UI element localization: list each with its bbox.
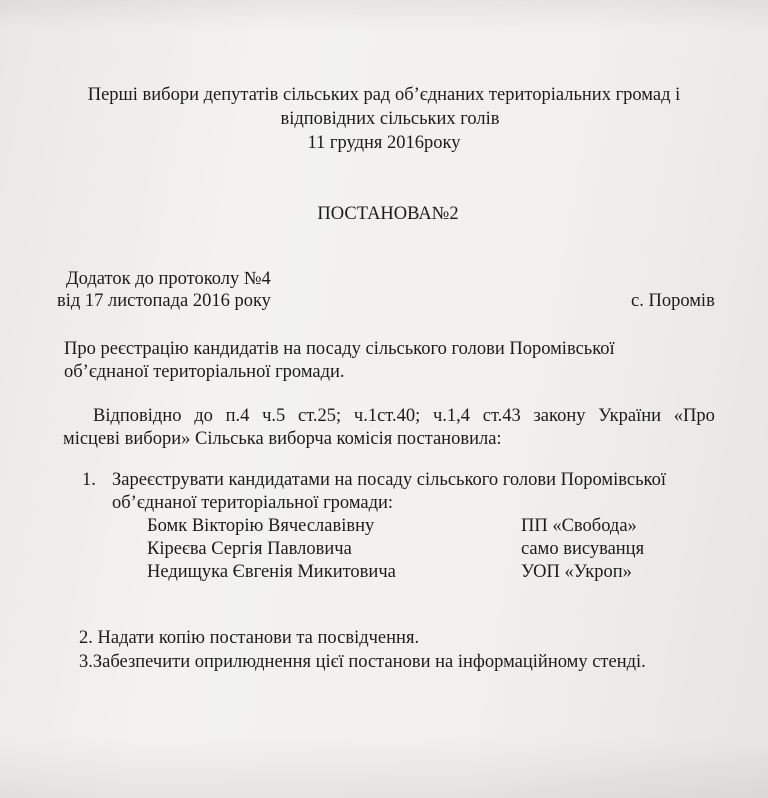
subject-line-1: Про реєстрацію кандидатів на посаду сільського голови Поромівської: [64, 339, 615, 359]
annex-place: с. Поромів: [631, 291, 715, 311]
page-shadow-top: [0, 0, 768, 30]
preamble-word: закону: [533, 406, 586, 426]
candidate-party: ПП «Свобода»: [521, 516, 637, 536]
preamble-word: ч.5: [262, 406, 286, 426]
candidate-party: само висуванця: [521, 539, 645, 559]
candidate-name: Бомк Вікторію Вячеславівну: [147, 516, 375, 536]
preamble-word: до: [194, 406, 213, 426]
candidate-party: УОП «Укроп»: [521, 562, 632, 582]
item-2: 2. Надати копію постанови та посвідчення.: [79, 628, 420, 648]
item-1-line-2: об’єднаної територіальної громади:: [112, 493, 394, 513]
annex-line-1: Додаток до протоколу №4: [66, 269, 271, 289]
preamble-word: ст.43: [482, 406, 521, 426]
preamble-word: ч.1ст.40;: [353, 406, 421, 426]
item-1-number: 1.: [82, 470, 96, 490]
preamble-word: ч.1,4: [432, 406, 471, 426]
header-line-1: Перші вибори депутатів сільських рад об’єднаних територіальних громад і: [87, 85, 681, 105]
header-line-3: 11 грудня 2016року: [307, 133, 461, 153]
preamble-word: Відповідно: [93, 406, 182, 426]
candidate-name: Недищука Євгенія Микитовича: [147, 562, 396, 582]
page-shadow-bottom: [0, 738, 768, 798]
header-line-2: відповідних сільських голів: [280, 109, 500, 129]
annex-line-2: від 17 листопада 2016 року: [57, 291, 271, 311]
candidate-name: Кіреєва Сергія Павловича: [147, 539, 352, 559]
preamble-line-2: місцеві вибори» Сільська виборча комісія постановила:: [63, 429, 502, 449]
preamble-word: п.4: [225, 406, 250, 426]
preamble-word: «Про: [673, 406, 715, 426]
item-3: 3.Забезпечити оприлюднення цієї постанови на інформаційному стенді.: [79, 652, 646, 672]
item-1-line-1: Зареєструвати кандидатами на посаду сільського голови Поромівської: [112, 470, 666, 490]
preamble-word: ст.25;: [298, 406, 342, 426]
document-title: ПОСТАНОВА№2: [317, 204, 459, 224]
subject-line-2: об’єднаної територіальної громади.: [64, 362, 345, 382]
preamble-line-1: [93, 405, 715, 427]
preamble-word: України: [598, 406, 662, 426]
